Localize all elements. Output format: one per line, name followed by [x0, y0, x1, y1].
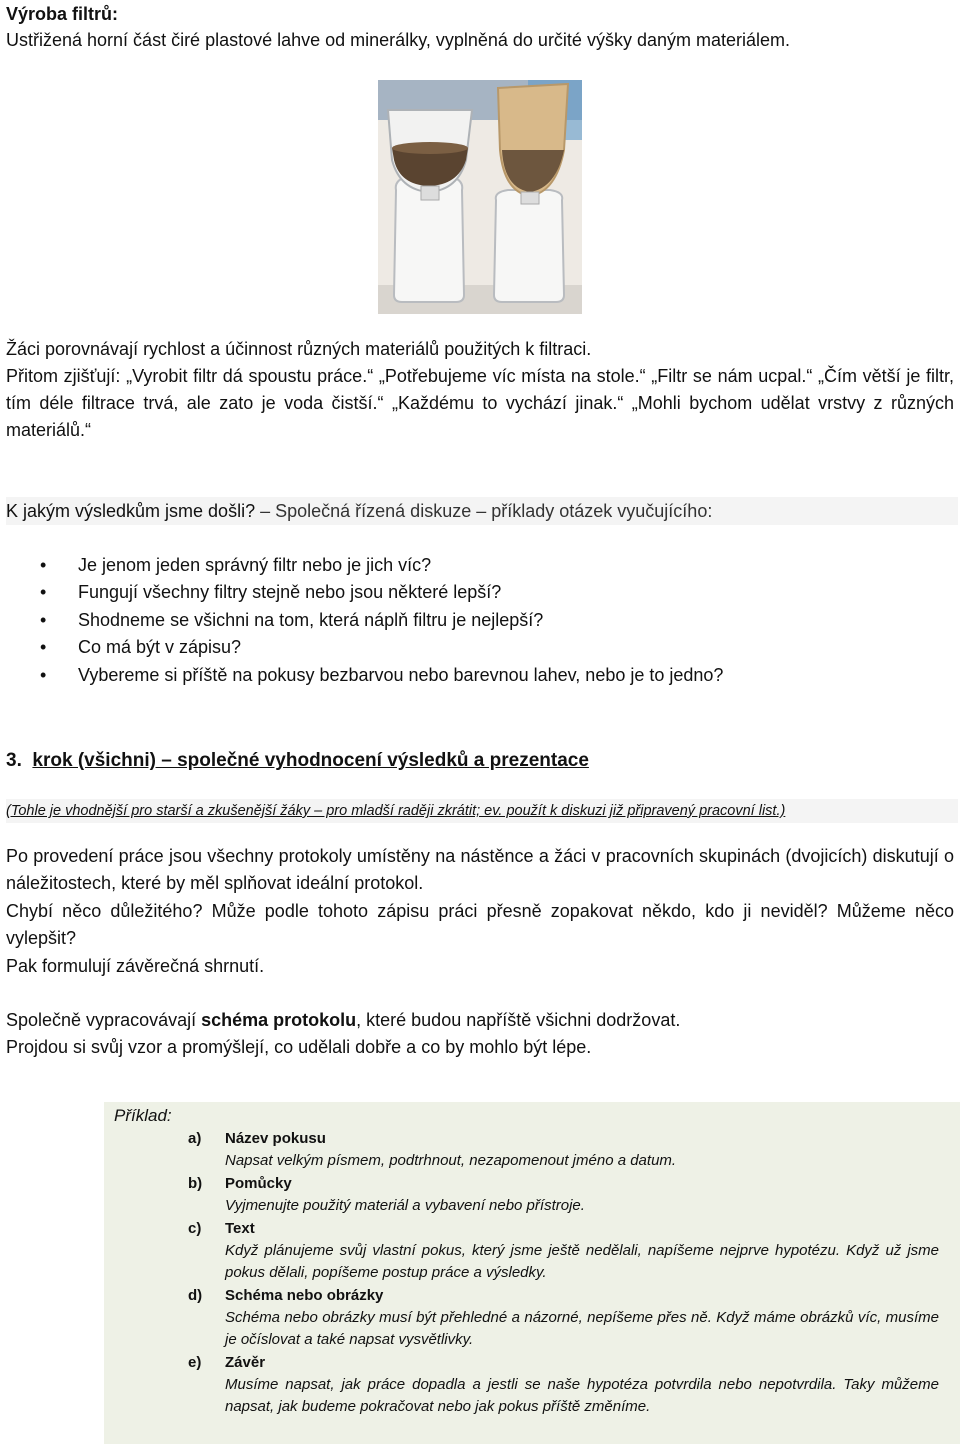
step-heading: [6, 747, 589, 775]
step-title: krok (všichni) – společné vyhodnocení výsledků a prezentace: [32, 750, 589, 771]
list-item: • Co má být v zápisu?: [40, 634, 723, 661]
item-description: Schéma nebo obrázky musí být přehledné a názorné, nepíšeme přes ně. Když máme obrázků víc, musíme je očíslovat a také napsat vysvětlivky.: [225, 1309, 939, 1348]
list-item: • Shodneme se všichni na tom, která náplň filtru je nejlepší?: [40, 607, 723, 634]
question-list: [40, 552, 723, 689]
item-heading: Text: [225, 1220, 255, 1237]
discussion-heading: [6, 497, 958, 525]
item-description: Musíme napsat, jak práce dopadla a jestli se naše hypotéza potvrdila nebo nepotvrdila. Taky můžeme napsat, jak budeme pokračovat nebo jak pokus příště změníme.: [225, 1376, 939, 1415]
item-letter: c): [188, 1220, 202, 1237]
list-item: • Fungují všechny filtry stejně nebo jsou některé lepší?: [40, 579, 723, 606]
item-letter: a): [188, 1130, 202, 1147]
review-line: Projdou si svůj vzor a promýšlejí, co udělali dobře a co by mohlo být lépe.: [6, 1037, 592, 1057]
item-letter: d): [188, 1287, 203, 1304]
example-label: Příklad:: [114, 1106, 172, 1125]
item-description: Vyjmenujte použitý materiál a vybavení nebo přístroje.: [225, 1197, 585, 1214]
schema-text-before: Společně vypracovávají: [6, 1010, 202, 1030]
item-heading: Schéma nebo obrázky: [225, 1287, 384, 1304]
discussion-intro: – Společná řízená diskuze – příklady otázek vyučujícího:: [255, 501, 713, 521]
teacher-note: (Tohle je vhodnější pro starší a zkušenější žáky – pro mladší raději zkrátit; ev. použít k diskuzi již připravený pracovní list.): [6, 799, 958, 823]
questions-paragraph: Chybí něco důležitého? Může podle tohoto zápisu práci přesně zopakovat někdo, kdo ji neviděl? Můžeme něco vylepšit?: [6, 901, 954, 948]
item-heading: Název pokusu: [225, 1130, 326, 1147]
schema-text-after: , které budou napříště všichni dodržovat.: [356, 1010, 681, 1030]
protocol-paragraph: Po provedení práce jsou všechny protokoly umístěny na nástěnce a žáci v pracovních skupinách (dvojicích) diskutují o náležitostech, které by měl splňovat ideální protokol.: [6, 846, 954, 893]
intro-text: Ustřižená horní část čiré plastové lahve od minerálky, vyplněná do určité výšky daným materiálem.: [6, 30, 791, 50]
item-heading: Závěr: [225, 1354, 266, 1371]
example-box: [104, 1102, 960, 1444]
item-heading: Pomůcky: [225, 1175, 292, 1192]
item-description: Když plánujeme svůj vlastní pokus, který jsme ještě nedělali, napíšeme nejprve hypotézu. Když už jsme pokus dělali, popíšeme postup práce a výsledky.: [225, 1242, 939, 1281]
filter-photo: [378, 80, 582, 314]
schema-text-bold: schéma protokolu: [201, 1010, 357, 1030]
schema-paragraph: [6, 1007, 954, 1034]
item-description: Napsat velkým písmem, podtrhnout, nezapomenout jméno a datum.: [225, 1152, 677, 1169]
filter-bottles-image: [378, 80, 582, 314]
discussion-question: K jakým výsledkům jsme došli?: [6, 501, 256, 521]
document-title: Výroba filtrů:: [6, 4, 119, 24]
item-letter: e): [188, 1354, 202, 1371]
comparison-line: Žáci porovnávají rychlost a účinnost různých materiálů použitých k filtraci.: [6, 339, 592, 359]
list-item: • Je jenom jeden správný filtr nebo je jich víc?: [40, 552, 723, 579]
item-letter: b): [188, 1175, 203, 1192]
step-number: 3.: [6, 750, 22, 771]
list-item: • Vybereme si příště na pokusy bezbarvou nebo barevnou lahev, nebo je to jedno?: [40, 662, 723, 689]
summary-line: Pak formulují závěrečná shrnutí.: [6, 956, 265, 976]
findings-paragraph: Přitom zjišťují: „Vyrobit filtr dá spoustu práce.“ „Potřebujeme víc místa na stole.“ „Filtr se nám ucpal.“ „Čím větší je filtr, tím déle filtrace trvá, ale zato je voda čistší.“ „Každému to vychází jinak.“ „Mohli bychom udělat vrstvy z různých materiálů.“: [6, 366, 954, 440]
